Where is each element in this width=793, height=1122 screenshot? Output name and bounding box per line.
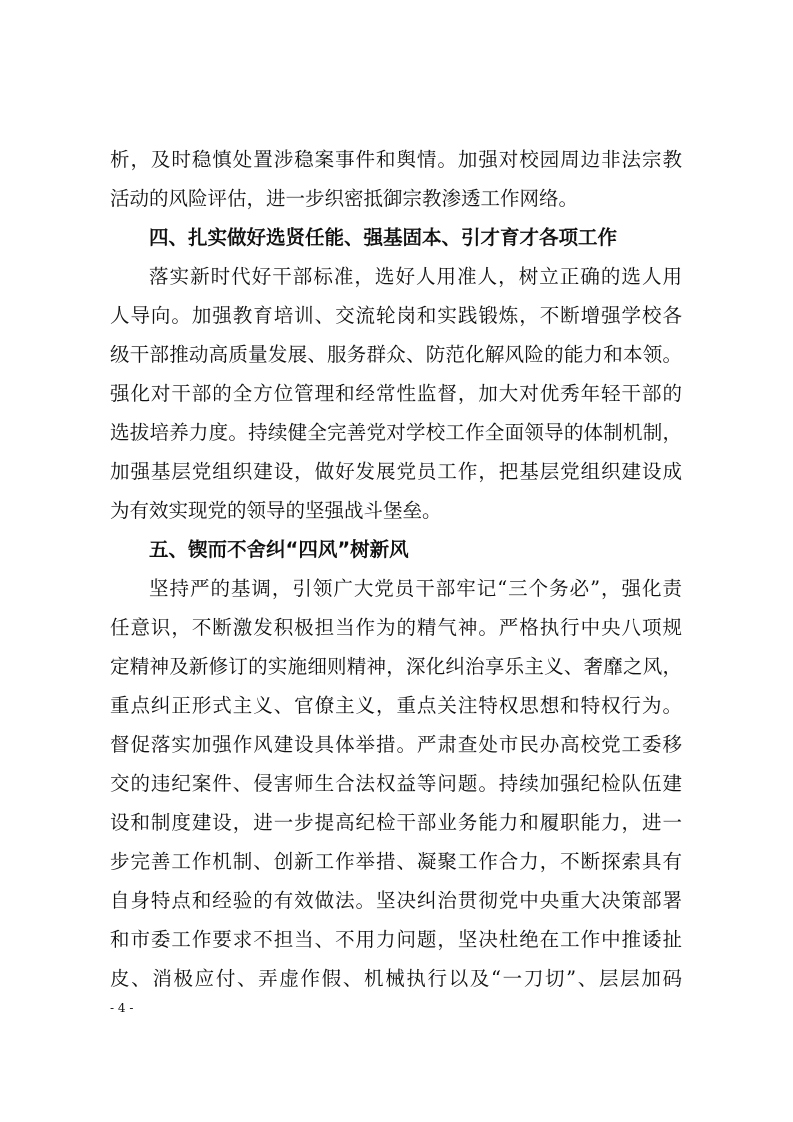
paragraph-line: 和市委工作要求不担当、不用力问题，坚决杜绝在工作中推诿扯 — [110, 928, 682, 951]
paragraph-line: 设和制度建设，进一步提高纪检干部业务能力和履职能力，进一 — [110, 811, 682, 834]
paragraph-line: 加强基层党组织建设，做好发展党员工作，把基层党组织建设成 — [110, 460, 682, 483]
paragraph-line: 自身特点和经验的有效做法。坚决纠治贯彻党中央重大决策部署 — [110, 889, 682, 912]
paragraph-line: 为有效实现党的领导的坚强战斗堡垒。 — [110, 499, 442, 522]
paragraph-line: 坚持严的基调，引领广大党员干部牢记“三个务必”，强化责 — [149, 577, 682, 600]
paragraph-line: 督促落实加强作风建设具体举措。严肃查处市民办高校党工委移 — [110, 733, 682, 756]
paragraph-line: 析，及时稳慎处置涉稳案事件和舆情。加强对校园周边非法宗教 — [110, 148, 682, 171]
paragraph-line: 级干部推动高质量发展、服务群众、防范化解风险的能力和本领。 — [110, 343, 682, 366]
paragraph-line: 人导向。加强教育培训、交流轮岗和实践锻炼，不断增强学校各 — [110, 304, 682, 327]
page-number: - 4 - — [110, 1001, 134, 1015]
paragraph-line: 强化对干部的全方位管理和经常性监督，加大对优秀年轻干部的 — [110, 382, 682, 405]
paragraph-line: 活动的风险评估，进一步织密抵御宗教渗透工作网络。 — [110, 187, 579, 210]
paragraph-line: 选拔培养力度。持续健全完善党对学校工作全面领导的体制机制， — [110, 421, 682, 444]
paragraph-line: 交的违纪案件、侵害师生合法权益等问题。持续加强纪检队伍建 — [110, 772, 682, 795]
section-heading-4: 四、扎实做好选贤任能、强基固本、引才育才各项工作 — [149, 226, 618, 249]
section-heading-5: 五、锲而不舍纠“四风”树新风 — [149, 538, 409, 561]
paragraph-line: 重点纠正形式主义、官僚主义，重点关注特权思想和特权行为。 — [110, 694, 682, 717]
document-body — [110, 140, 682, 998]
paragraph-line: 任意识，不断激发积极担当作为的精气神。严格执行中央八项规 — [110, 616, 682, 639]
paragraph-line: 定精神及新修订的实施细则精神，深化纠治享乐主义、奢靡之风， — [110, 655, 682, 678]
paragraph-line: 皮、消极应付、弄虚作假、机械执行以及“一刀切”、层层加码 — [110, 967, 682, 990]
paragraph-line: 步完善工作机制、创新工作举措、凝聚工作合力，不断探索具有 — [110, 850, 682, 873]
paragraph-line: 落实新时代好干部标准，选好人用准人，树立正确的选人用 — [149, 265, 682, 288]
